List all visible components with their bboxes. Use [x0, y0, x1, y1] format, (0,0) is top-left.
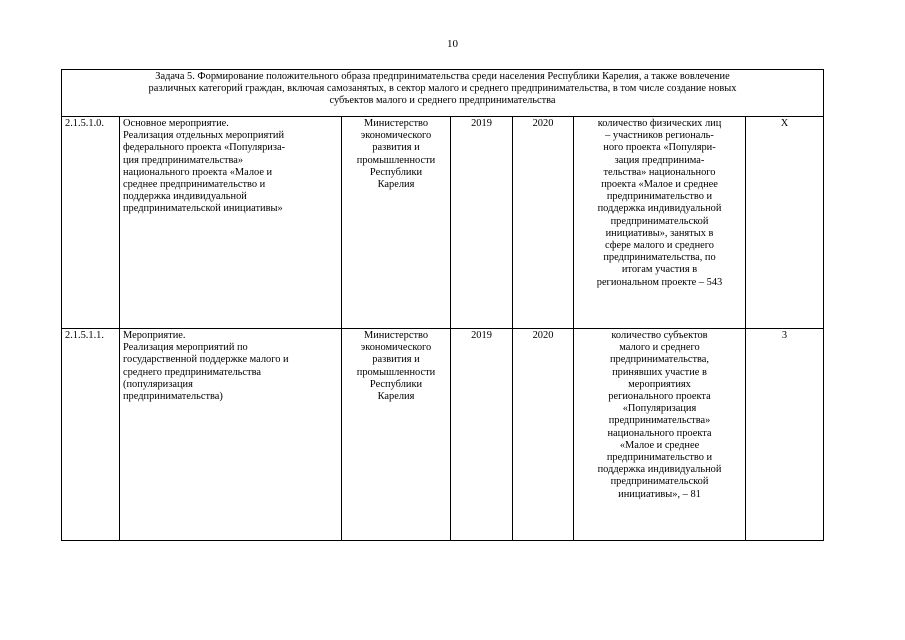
- row-indicator: [574, 117, 746, 329]
- indicator-line: сфере малого и среднего: [605, 240, 714, 252]
- event-line: государственной поддержке малого и: [123, 354, 289, 366]
- row-value: Х: [746, 117, 824, 329]
- table-row: [62, 117, 824, 329]
- executor-line: промышленности: [356, 154, 436, 166]
- executor-line: Карелия: [377, 179, 415, 191]
- row-code: 2.1.5.1.1.: [62, 329, 120, 541]
- row-event: [120, 117, 342, 329]
- indicator-line: предпринимательства, по: [603, 252, 716, 264]
- executor-line: промышленности: [356, 366, 436, 378]
- indicator-line: поддержка индивидуальной: [597, 464, 722, 476]
- row-end-year: 2020: [513, 117, 574, 329]
- indicator-line: малого и среднего: [619, 342, 700, 354]
- indicator-line: национального проекта: [607, 427, 712, 439]
- executor-line: Республики: [369, 166, 423, 178]
- indicator-line: предпринимательство и: [606, 452, 713, 464]
- task-line: Задача 5. Формирование положительного образа предпринимательства среди населения Республики Карелия, а также вовлечение: [155, 71, 730, 82]
- executor-line: экономического: [360, 342, 432, 354]
- event-line: Реализация мероприятий по: [123, 342, 248, 354]
- executor-line: Министерство: [363, 330, 429, 341]
- row-executor: [342, 117, 451, 329]
- row-start-year: 2019: [451, 117, 513, 329]
- page-number: 10: [447, 38, 458, 50]
- indicator-line: «Малое и среднее: [619, 439, 700, 451]
- indicator-line: ного проекта «Популяри-: [603, 142, 716, 154]
- row-end-year: 2020: [513, 329, 574, 541]
- task-row: [62, 70, 824, 117]
- indicator-line: мероприятиях: [628, 378, 691, 390]
- event-line: среднего предпринимательства: [123, 366, 261, 378]
- indicator-line: инициативы», – 81: [618, 488, 701, 500]
- event-line: среднее предпринимательство и: [123, 179, 266, 191]
- row-indicator: [574, 329, 746, 541]
- indicator-line: предпринимательской: [610, 215, 709, 227]
- indicator-line: количество физических лиц: [597, 118, 722, 129]
- event-line: предпринимательской инициативы»: [123, 203, 283, 215]
- task-heading: [62, 70, 824, 117]
- row-code: 2.1.5.1.0.: [62, 117, 120, 329]
- indicator-line: регионального проекта: [608, 391, 711, 403]
- row-value: 3: [746, 329, 824, 541]
- executor-line: Министерство: [363, 118, 429, 129]
- indicator-line: инициативы», занятых в: [605, 227, 714, 239]
- event-line: федерального проекта «Популяриза-: [123, 142, 286, 154]
- row-event: [120, 329, 342, 541]
- row-executor: [342, 329, 451, 541]
- indicator-line: – участников региональ-: [605, 130, 714, 142]
- event-line: предпринимательства): [123, 391, 223, 403]
- indicator-line: принявших участие в: [612, 366, 707, 378]
- indicator-line: проекта «Малое и среднее: [601, 179, 718, 191]
- indicator-line: зация предпринима-: [614, 154, 705, 166]
- executor-line: развития и: [372, 354, 420, 366]
- executor-line: Карелия: [377, 391, 415, 403]
- row-start-year: 2019: [451, 329, 513, 541]
- event-line: поддержка индивидуальной: [123, 191, 247, 203]
- indicator-line: тельства» национального: [603, 166, 716, 178]
- event-line: Основное мероприятие.: [123, 118, 229, 129]
- task-line: субъектов малого и среднего предпринимательства: [329, 95, 556, 107]
- indicator-line: предпринимательства»: [608, 415, 711, 427]
- event-line: (популяризация: [123, 378, 193, 390]
- event-line: Реализация отдельных мероприятий: [123, 130, 284, 142]
- indicator-line: предпринимательской: [610, 476, 709, 488]
- executor-line: Республики: [369, 378, 423, 390]
- indicator-line: количество субъектов: [611, 330, 708, 341]
- indicator-line: поддержка индивидуальной: [597, 203, 722, 215]
- task-line: различных категорий граждан, включая самозанятых, в сектор малого и среднего предпринимательства, в том числе создание новых: [148, 83, 737, 95]
- event-line: Мероприятие.: [123, 330, 186, 341]
- indicator-line: «Популяризация: [622, 403, 697, 415]
- event-line: ция предпринимательства»: [123, 154, 244, 166]
- indicator-line: итогам участия в: [621, 264, 698, 276]
- event-line: национального проекта «Малое и: [123, 166, 273, 178]
- plan-table: [61, 69, 824, 541]
- executor-line: развития и: [372, 142, 420, 154]
- indicator-line: предпринимательство и: [606, 191, 713, 203]
- indicator-line: предпринимательства,: [609, 354, 709, 366]
- table-row: [62, 329, 824, 541]
- executor-line: экономического: [360, 130, 432, 142]
- indicator-line: региональном проекте – 543: [596, 276, 723, 288]
